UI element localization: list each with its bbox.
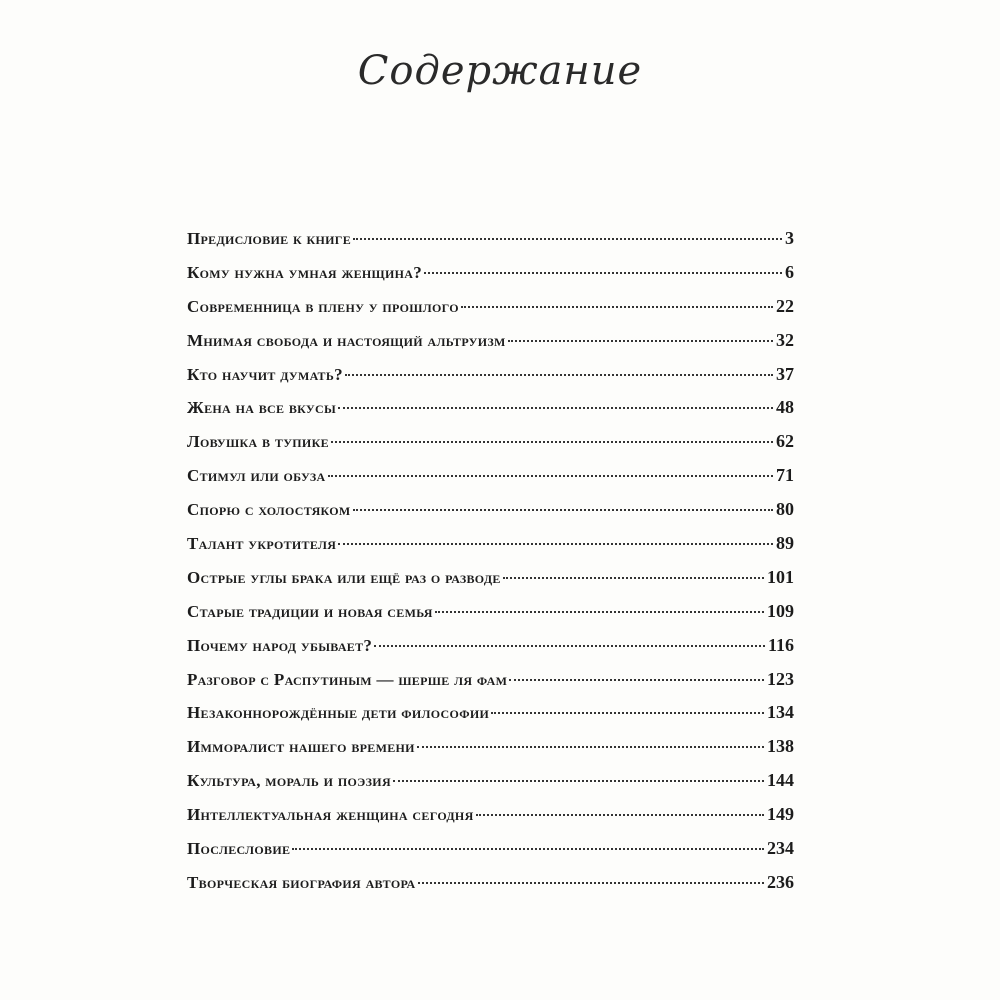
toc-entry-title: Кому нужна умная женщина? — [187, 262, 423, 282]
toc-entry-title: Острые углы брака или ещё раз о разводе — [187, 567, 501, 587]
toc-entry — [187, 533, 794, 567]
page-title: Содержание — [357, 48, 643, 94]
dot-leader — [328, 475, 773, 477]
toc-entry-page: 236 — [767, 871, 794, 892]
toc-entry-title: Старые традиции и новая семья — [187, 601, 433, 621]
toc-entry-page: 80 — [776, 499, 794, 520]
dot-leader — [509, 679, 764, 681]
dot-leader — [418, 882, 764, 884]
table-of-contents — [187, 228, 794, 906]
toc-entry-page: 101 — [767, 566, 794, 587]
toc-entry-page: 144 — [767, 770, 794, 791]
toc-entry-title: Разговор с Распутиным — шерше ля фам — [187, 669, 508, 689]
dot-leader — [417, 746, 764, 748]
toc-entry — [187, 364, 794, 398]
toc-entry-page: 134 — [767, 702, 794, 723]
dot-leader — [292, 848, 764, 850]
toc-entry-title: Послесловие — [187, 839, 291, 859]
dot-leader — [353, 509, 773, 511]
toc-entry — [187, 431, 794, 465]
toc-entry — [187, 804, 794, 838]
toc-entry — [187, 601, 794, 635]
toc-entry — [187, 669, 794, 703]
toc-entry-title: Кто научит думать? — [187, 364, 343, 384]
dot-leader — [338, 543, 773, 545]
toc-entry-page: 89 — [776, 533, 794, 554]
toc-entry — [187, 567, 794, 601]
toc-entry — [187, 262, 794, 296]
toc-entry-page: 234 — [767, 838, 794, 859]
toc-entry-page: 62 — [776, 431, 794, 452]
toc-entry-title: Спорю с холостяком — [187, 500, 351, 520]
toc-entry-page: 37 — [776, 363, 794, 384]
toc-entry-title: Имморалист нашего времени — [187, 737, 415, 757]
dot-leader — [374, 645, 765, 647]
dot-leader — [491, 712, 764, 714]
toc-entry-title: Ловушка в тупике — [187, 432, 329, 452]
toc-entry-title: Предисловие к книге — [187, 229, 352, 248]
toc-entry — [187, 228, 794, 262]
toc-entry-page: 123 — [767, 668, 794, 689]
toc-entry-title: Незаконнорождённые дети философии — [187, 703, 490, 723]
toc-entry-title: Жена на все вкусы — [187, 398, 337, 418]
toc-entry-page: 71 — [776, 465, 794, 486]
toc-entry-page: 109 — [767, 600, 794, 621]
dot-leader — [461, 306, 773, 308]
toc-entry-page: 138 — [767, 736, 794, 757]
dot-leader — [503, 577, 764, 579]
dot-leader — [353, 238, 782, 240]
toc-entry-title: Стимул или обуза — [187, 466, 326, 486]
toc-entry-page: 22 — [776, 295, 794, 316]
dot-leader — [331, 441, 773, 443]
dot-leader — [424, 272, 782, 274]
toc-entry — [187, 397, 794, 431]
toc-entry — [187, 770, 794, 804]
dot-leader — [476, 814, 764, 816]
dot-leader — [393, 780, 764, 782]
toc-entry-title: Культура, мораль и поэзия — [187, 771, 391, 791]
toc-entry-page: 32 — [776, 329, 794, 350]
toc-entry-page: 6 — [785, 261, 794, 282]
toc-entry-title: Творческая биография автора — [187, 872, 416, 892]
toc-entry — [187, 635, 794, 669]
toc-entry-title: Талант укротителя — [187, 534, 337, 554]
toc-entry-page: 48 — [776, 397, 794, 418]
toc-entry — [187, 872, 794, 906]
toc-entry — [187, 330, 794, 364]
dot-leader — [345, 374, 773, 376]
dot-leader — [508, 340, 773, 342]
toc-entry — [187, 838, 794, 872]
toc-entry-title: Современница в плену у прошлого — [187, 296, 459, 316]
toc-entry — [187, 296, 794, 330]
toc-entry-page: 116 — [767, 634, 794, 655]
toc-entry-page: 149 — [767, 804, 794, 825]
toc-entry — [187, 465, 794, 499]
toc-entry — [187, 736, 794, 770]
toc-entry-page: 3 — [785, 228, 794, 248]
toc-entry-title: Интеллектуальная женщина сегодня — [187, 805, 474, 825]
toc-entry-title: Почему народ убывает? — [187, 635, 373, 655]
toc-entry-title: Мнимая свобода и настоящий альтруизм — [187, 330, 506, 350]
toc-entry — [187, 702, 794, 736]
toc-entry — [187, 499, 794, 533]
dot-leader — [435, 611, 764, 613]
dot-leader — [338, 407, 773, 409]
